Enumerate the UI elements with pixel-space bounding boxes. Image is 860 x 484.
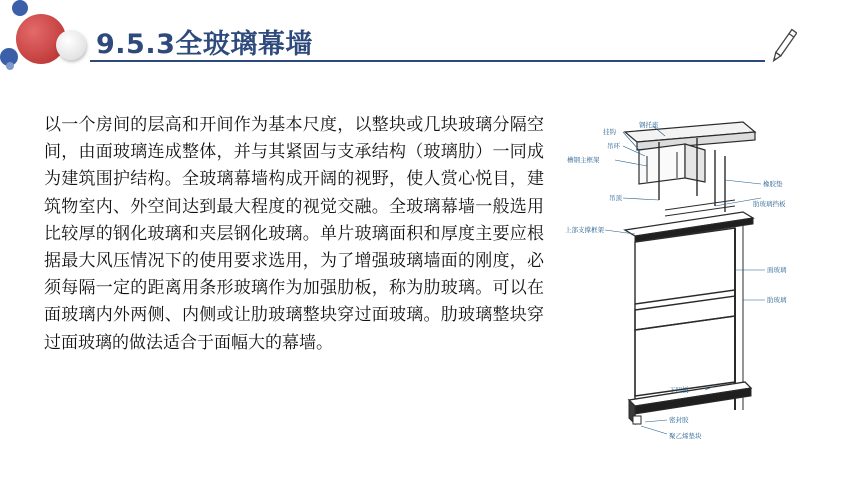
label-steel-support: 钢托座 bbox=[639, 121, 659, 129]
glass-curtain-wall-diagram bbox=[565, 120, 803, 446]
label-steel-frame: 槽钢主框架 bbox=[567, 156, 600, 164]
slide-title: 9.5.3全玻璃幕墙 bbox=[96, 29, 313, 60]
pencil-icon bbox=[771, 26, 797, 66]
label-pad: 橡胶垫 bbox=[763, 180, 783, 188]
body-paragraph: 以一个房间的层高和开间作为基本尺度，以整块或几块玻璃分隔空间，由面玻璃连成整体，并与其紧固与支承结构（玻璃肋）一同成为建筑围护结构。全玻璃幕墙构成开阔的视野，使人赏心悦目，建筑物室内、外空间达到最大程度的视觉交融。全玻璃幕墙一般选用比较厚的钢化玻璃和夹层钢化玻璃。单片玻璃面积和厚度主要应根据最大风压情况下的使用要求选用，为了增强玻璃墙面的刚度，必须每隔一定的距离用条形玻璃作为加强肋板，称为肋玻璃。可以在面玻璃内外两侧、内侧或让肋玻璃整块穿过面玻璃。肋玻璃整块穿过面玻璃的做法适合于面幅大的幕墙。 bbox=[44, 115, 544, 353]
decor-circle-blue-tiny bbox=[6, 62, 14, 70]
label-bottom-pad: 聚乙烯垫块 bbox=[669, 432, 702, 440]
label-upper-support: 上部支撑框架 bbox=[565, 226, 604, 234]
label-fin-glass: 肋玻璃 bbox=[767, 296, 787, 304]
label-clamp: 吊环 bbox=[607, 142, 620, 150]
title-underline bbox=[90, 60, 765, 62]
label-sealant: 密封胶 bbox=[669, 416, 689, 424]
decor-circle-blue-small bbox=[12, 0, 28, 16]
label-hanger: 挂钩 bbox=[603, 128, 616, 136]
label-fin-stopper: 肋玻璃挡板 bbox=[753, 200, 786, 208]
label-hanger-top: 吊顶 bbox=[609, 194, 622, 202]
label-lower-channel: 下凹板 bbox=[669, 386, 689, 394]
decor-circle-white bbox=[56, 30, 86, 60]
label-face-glass: 面玻璃 bbox=[767, 266, 787, 274]
